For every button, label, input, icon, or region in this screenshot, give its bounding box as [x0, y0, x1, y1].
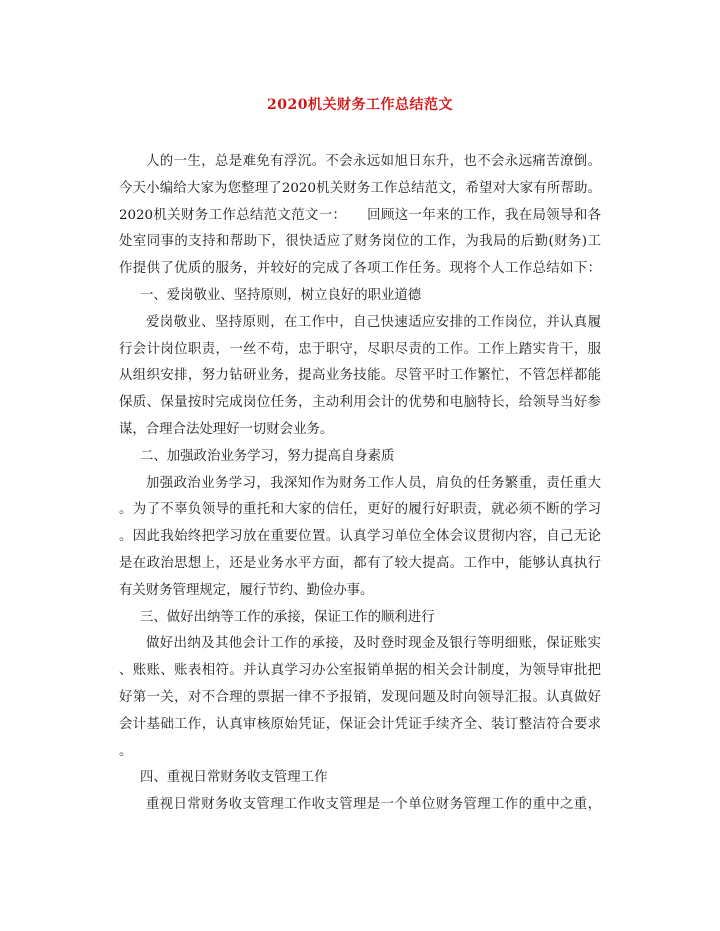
section-heading: 二、加强政治业务学习，努力提高自身素质 — [140, 448, 395, 464]
paragraph-line: 重视日常财务收支管理工作收支管理是一个单位财务管理工作的重中之重， — [146, 797, 601, 813]
paragraph-line: 行会计岗位职责，一丝不苟，忠于职守，尽职尽责的工作。工作上踏实肯干，服 — [119, 341, 601, 357]
paragraph-line: 人的一生，总是难免有浮沉。不会永远如旭日东升，也不会永远痛苦潦倒。 — [146, 154, 601, 169]
paragraph-line: 2020机关财务工作总结范文范文一： 回顾这一年来的工作，我在局领导和各 — [119, 207, 601, 223]
paragraph-line: 今天小编给大家为您整理了2020机关财务工作总结范文，希望对大家有所帮助。 — [119, 180, 601, 196]
paragraph-line: 有关财务管理规定，履行节约、勤俭办事。 — [119, 582, 374, 598]
paragraph-line: 、账账、账表相符。并认真学习办公室报销单据的相关会计制度，为领导审批把 — [119, 663, 601, 679]
section-heading: 四、重视日常财务收支管理工作 — [140, 770, 328, 786]
paragraph-line: 是在政治思想上，还是业务水平方面，都有了较大提高。工作中，能够认真执行 — [119, 555, 601, 571]
paragraph-line: 谋，合理合法处理好一切财会业务。 — [119, 421, 334, 437]
paragraph-line: 。为了不辜负领导的重托和大家的信任，更好的履行好职责，就必须不断的学习 — [119, 502, 601, 518]
paragraph-line: 从组织安排，努力钻研业务，提高业务技能。尽管平时工作繁忙，不管怎样都能 — [119, 368, 601, 384]
paragraph-line: 加强政治业务学习，我深知作为财务工作人员，肩负的任务繁重，责任重大 — [146, 475, 601, 491]
paragraph-line: 。 — [119, 743, 133, 759]
paragraph-line: 作提供了优质的服务，并较好的完成了各项工作任务。现将个人工作总结如下： — [119, 261, 601, 277]
paragraph-line: 。因此我始终把学习放在重要位置。认真学习单位全体会议贯彻内容，自己无论 — [119, 529, 601, 545]
paragraph-line: 好第一关，对不合理的票据一律不予报销，发现问题及时向领导汇报。认真做好 — [119, 689, 601, 705]
document-body — [119, 149, 601, 819]
paragraph-line: 处室同事的支持和帮助下，很快适应了财务岗位的工作，为我局的后勤(财务)工 — [119, 234, 601, 250]
section-heading: 一、爱岗敬业、坚持原则，树立良好的职业道德 — [140, 287, 422, 303]
document-title: 2020机关财务工作总结范文 — [267, 97, 453, 113]
paragraph-line: 保质、保量按时完成岗位任务，主动利用会计的优势和电脑特长，给领导当好参 — [119, 395, 601, 411]
section-heading: 三、做好出纳等工作的承接，保证工作的顺利进行 — [140, 609, 435, 625]
paragraph-line: 爱岗敬业、坚持原则，在工作中，自己快速适应安排的工作岗位，并认真履 — [146, 314, 601, 330]
paragraph-line: 做好出纳及其他会计工作的承接，及时登时现金及银行等明细账，保证账实 — [146, 636, 601, 652]
paragraph-line: 会计基础工作，认真审核原始凭证，保证会计凭证手续齐全、装订整洁符合要求 — [119, 716, 601, 732]
